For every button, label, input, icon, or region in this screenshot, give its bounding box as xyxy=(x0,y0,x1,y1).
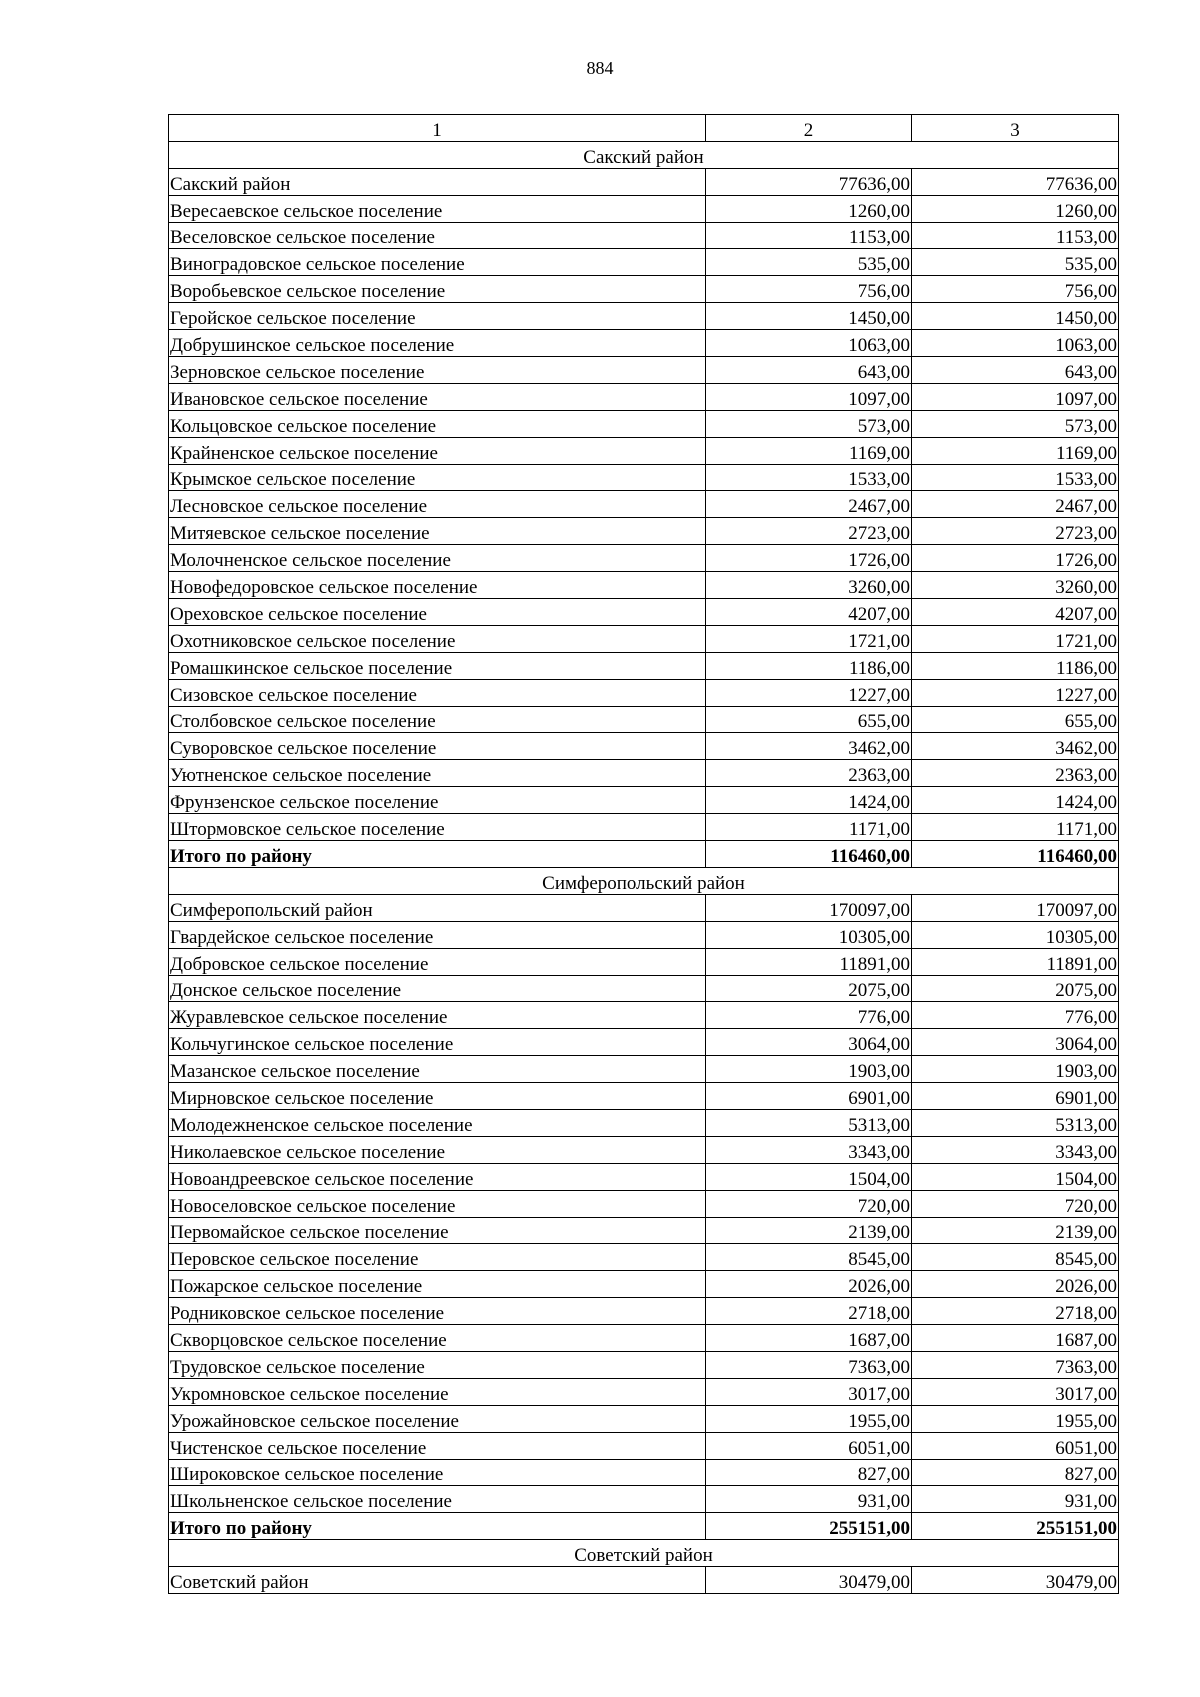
value-col3-cell: 6051,00 xyxy=(912,1432,1119,1459)
settlement-name-cell: Виноградовское сельское поселение xyxy=(169,249,706,276)
settlement-name-cell: Урожайновское сельское поселение xyxy=(169,1405,706,1432)
settlement-name-cell: Кольцовское сельское поселение xyxy=(169,410,706,437)
table-row xyxy=(169,1002,1119,1029)
settlement-name-cell: Молочненское сельское поселение xyxy=(169,545,706,572)
table-row xyxy=(169,383,1119,410)
table-row xyxy=(169,1486,1119,1513)
settlement-name-cell: Ромашкинское сельское поселение xyxy=(169,652,706,679)
settlement-name-cell: Добрушинское сельское поселение xyxy=(169,330,706,357)
value-col2-cell: 535,00 xyxy=(706,249,912,276)
value-col3-cell: 1955,00 xyxy=(912,1405,1119,1432)
table-row xyxy=(169,464,1119,491)
value-col2-cell: 1424,00 xyxy=(706,787,912,814)
table-row xyxy=(169,679,1119,706)
table-row xyxy=(169,1271,1119,1298)
table-row xyxy=(169,410,1119,437)
value-col2-cell: 3260,00 xyxy=(706,572,912,599)
page-number: 884 xyxy=(586,58,614,78)
value-col3-cell: 1533,00 xyxy=(912,464,1119,491)
settlement-name-cell: Укромновское сельское поселение xyxy=(169,1378,706,1405)
value-col3-cell: 1186,00 xyxy=(912,652,1119,679)
table-row xyxy=(169,760,1119,787)
value-col3-cell: 1903,00 xyxy=(912,1056,1119,1083)
total-value-cell: 255151,00 xyxy=(912,1513,1119,1540)
value-col3-cell: 2723,00 xyxy=(912,518,1119,545)
table-row xyxy=(169,948,1119,975)
settlement-name-cell: Первомайское сельское поселение xyxy=(169,1217,706,1244)
table-row xyxy=(169,437,1119,464)
settlement-name-cell: Мазанское сельское поселение xyxy=(169,1056,706,1083)
section-title: Советский район xyxy=(169,1540,1119,1567)
value-col3-cell: 2363,00 xyxy=(912,760,1119,787)
value-col2-cell: 1504,00 xyxy=(706,1163,912,1190)
settlement-name-cell: Ореховское сельское поселение xyxy=(169,599,706,626)
table-row xyxy=(169,787,1119,814)
table-row xyxy=(169,1244,1119,1271)
table-row xyxy=(169,652,1119,679)
value-col2-cell: 1097,00 xyxy=(706,383,912,410)
value-col2-cell: 573,00 xyxy=(706,410,912,437)
value-col2-cell: 2139,00 xyxy=(706,1217,912,1244)
settlement-name-cell: Трудовское сельское поселение xyxy=(169,1351,706,1378)
value-col2-cell: 2363,00 xyxy=(706,760,912,787)
settlement-name-cell: Новоандреевское сельское поселение xyxy=(169,1163,706,1190)
value-col2-cell: 4207,00 xyxy=(706,599,912,626)
table-row xyxy=(169,814,1119,841)
table-row xyxy=(169,921,1119,948)
settlement-name-cell: Суворовское сельское поселение xyxy=(169,733,706,760)
value-col3-cell: 1171,00 xyxy=(912,814,1119,841)
settlement-name-cell: Уютненское сельское поселение xyxy=(169,760,706,787)
value-col3-cell: 6901,00 xyxy=(912,1083,1119,1110)
settlement-name-cell: Николаевское сельское поселение xyxy=(169,1136,706,1163)
value-col3-cell: 77636,00 xyxy=(912,168,1119,195)
value-col2-cell: 1153,00 xyxy=(706,222,912,249)
table-row xyxy=(169,222,1119,249)
header-cell: 3 xyxy=(912,115,1119,142)
value-col2-cell: 655,00 xyxy=(706,706,912,733)
table-row xyxy=(169,491,1119,518)
value-col3-cell: 4207,00 xyxy=(912,599,1119,626)
value-col3-cell: 30479,00 xyxy=(912,1567,1119,1594)
table-row xyxy=(169,1325,1119,1352)
total-label-cell: Итого по району xyxy=(169,841,706,868)
table-row xyxy=(169,599,1119,626)
value-col2-cell: 1260,00 xyxy=(706,195,912,222)
value-col2-cell: 6051,00 xyxy=(706,1432,912,1459)
district-total-row xyxy=(169,1513,1119,1540)
value-col3-cell: 8545,00 xyxy=(912,1244,1119,1271)
value-col2-cell: 2026,00 xyxy=(706,1271,912,1298)
table-row xyxy=(169,330,1119,357)
settlement-name-cell: Журавлевское сельское поселение xyxy=(169,1002,706,1029)
value-col3-cell: 931,00 xyxy=(912,1486,1119,1513)
settlement-name-cell: Симферопольский район xyxy=(169,894,706,921)
allocation-table xyxy=(168,114,1119,1594)
table-row xyxy=(169,195,1119,222)
table-row xyxy=(169,1351,1119,1378)
value-col3-cell: 1153,00 xyxy=(912,222,1119,249)
table-row xyxy=(169,1298,1119,1325)
value-col2-cell: 827,00 xyxy=(706,1459,912,1486)
settlement-name-cell: Сизовское сельское поселение xyxy=(169,679,706,706)
value-col3-cell: 3064,00 xyxy=(912,1029,1119,1056)
value-col3-cell: 2467,00 xyxy=(912,491,1119,518)
settlement-name-cell: Мирновское сельское поселение xyxy=(169,1083,706,1110)
table-row xyxy=(169,1109,1119,1136)
settlement-name-cell: Охотниковское сельское поселение xyxy=(169,625,706,652)
value-col2-cell: 2075,00 xyxy=(706,975,912,1002)
value-col3-cell: 3343,00 xyxy=(912,1136,1119,1163)
value-col2-cell: 1171,00 xyxy=(706,814,912,841)
value-col2-cell: 5313,00 xyxy=(706,1109,912,1136)
value-col3-cell: 3462,00 xyxy=(912,733,1119,760)
value-col3-cell: 756,00 xyxy=(912,276,1119,303)
settlement-name-cell: Гвардейское сельское поселение xyxy=(169,921,706,948)
value-col3-cell: 655,00 xyxy=(912,706,1119,733)
value-col3-cell: 535,00 xyxy=(912,249,1119,276)
table-row xyxy=(169,1432,1119,1459)
settlement-name-cell: Зерновское сельское поселение xyxy=(169,357,706,384)
value-col2-cell: 1726,00 xyxy=(706,545,912,572)
value-col3-cell: 2075,00 xyxy=(912,975,1119,1002)
header-cell: 2 xyxy=(706,115,912,142)
table-row xyxy=(169,572,1119,599)
table-row xyxy=(169,1378,1119,1405)
section-header-row xyxy=(169,867,1119,894)
settlement-name-cell: Крымское сельское поселение xyxy=(169,464,706,491)
value-col3-cell: 1063,00 xyxy=(912,330,1119,357)
table-row xyxy=(169,1459,1119,1486)
value-col2-cell: 1227,00 xyxy=(706,679,912,706)
value-col2-cell: 7363,00 xyxy=(706,1351,912,1378)
value-col2-cell: 1169,00 xyxy=(706,437,912,464)
value-col3-cell: 7363,00 xyxy=(912,1351,1119,1378)
value-col3-cell: 1169,00 xyxy=(912,437,1119,464)
settlement-name-cell: Веселовское сельское поселение xyxy=(169,222,706,249)
value-col2-cell: 1063,00 xyxy=(706,330,912,357)
header-cell: 1 xyxy=(169,115,706,142)
table-row xyxy=(169,1405,1119,1432)
value-col3-cell: 1687,00 xyxy=(912,1325,1119,1352)
settlement-name-cell: Скворцовское сельское поселение xyxy=(169,1325,706,1352)
value-col3-cell: 573,00 xyxy=(912,410,1119,437)
value-col3-cell: 776,00 xyxy=(912,1002,1119,1029)
value-col2-cell: 1533,00 xyxy=(706,464,912,491)
value-col2-cell: 77636,00 xyxy=(706,168,912,195)
total-value-cell: 255151,00 xyxy=(706,1513,912,1540)
settlement-name-cell: Родниковское сельское поселение xyxy=(169,1298,706,1325)
section-header-row xyxy=(169,1540,1119,1567)
value-col2-cell: 1721,00 xyxy=(706,625,912,652)
value-col3-cell: 720,00 xyxy=(912,1190,1119,1217)
value-col2-cell: 3064,00 xyxy=(706,1029,912,1056)
settlement-name-cell: Крайненское сельское поселение xyxy=(169,437,706,464)
table-row xyxy=(169,249,1119,276)
value-col3-cell: 2139,00 xyxy=(912,1217,1119,1244)
value-col2-cell: 10305,00 xyxy=(706,921,912,948)
settlement-name-cell: Новоселовское сельское поселение xyxy=(169,1190,706,1217)
value-col3-cell: 1097,00 xyxy=(912,383,1119,410)
table-row xyxy=(169,303,1119,330)
settlement-name-cell: Новофедоровское сельское поселение xyxy=(169,572,706,599)
table-row xyxy=(169,894,1119,921)
value-col2-cell: 8545,00 xyxy=(706,1244,912,1271)
value-col3-cell: 3017,00 xyxy=(912,1378,1119,1405)
section-title: Симферопольский район xyxy=(169,867,1119,894)
district-total-row xyxy=(169,841,1119,868)
value-col2-cell: 2718,00 xyxy=(706,1298,912,1325)
value-col3-cell: 1726,00 xyxy=(912,545,1119,572)
value-col3-cell: 2026,00 xyxy=(912,1271,1119,1298)
settlement-name-cell: Молодежненское сельское поселение xyxy=(169,1109,706,1136)
value-col3-cell: 827,00 xyxy=(912,1459,1119,1486)
table-row xyxy=(169,1163,1119,1190)
table-row xyxy=(169,1083,1119,1110)
table-row xyxy=(169,518,1119,545)
value-col2-cell: 3462,00 xyxy=(706,733,912,760)
header-row xyxy=(169,115,1119,142)
value-col3-cell: 643,00 xyxy=(912,357,1119,384)
value-col2-cell: 931,00 xyxy=(706,1486,912,1513)
section-header-row xyxy=(169,141,1119,168)
table-row xyxy=(169,1217,1119,1244)
table-row xyxy=(169,625,1119,652)
table-row xyxy=(169,357,1119,384)
value-col2-cell: 1955,00 xyxy=(706,1405,912,1432)
settlement-name-cell: Митяевское сельское поселение xyxy=(169,518,706,545)
value-col3-cell: 1450,00 xyxy=(912,303,1119,330)
settlement-name-cell: Пожарское сельское поселение xyxy=(169,1271,706,1298)
table-row xyxy=(169,1029,1119,1056)
settlement-name-cell: Фрунзенское сельское поселение xyxy=(169,787,706,814)
settlement-name-cell: Воробьевское сельское поселение xyxy=(169,276,706,303)
table-row xyxy=(169,1190,1119,1217)
value-col2-cell: 11891,00 xyxy=(706,948,912,975)
table-row xyxy=(169,733,1119,760)
value-col3-cell: 1227,00 xyxy=(912,679,1119,706)
total-value-cell: 116460,00 xyxy=(706,841,912,868)
value-col2-cell: 720,00 xyxy=(706,1190,912,1217)
value-col2-cell: 643,00 xyxy=(706,357,912,384)
value-col2-cell: 1687,00 xyxy=(706,1325,912,1352)
settlement-name-cell: Советский район xyxy=(169,1567,706,1594)
value-col2-cell: 756,00 xyxy=(706,276,912,303)
total-label-cell: Итого по району xyxy=(169,1513,706,1540)
table-row xyxy=(169,706,1119,733)
section-title: Сакский район xyxy=(169,141,1119,168)
value-col3-cell: 11891,00 xyxy=(912,948,1119,975)
value-col2-cell: 1903,00 xyxy=(706,1056,912,1083)
table-row xyxy=(169,545,1119,572)
value-col3-cell: 1424,00 xyxy=(912,787,1119,814)
settlement-name-cell: Чистенское сельское поселение xyxy=(169,1432,706,1459)
settlement-name-cell: Широковское сельское поселение xyxy=(169,1459,706,1486)
value-col3-cell: 1260,00 xyxy=(912,195,1119,222)
table-row xyxy=(169,168,1119,195)
value-col2-cell: 2723,00 xyxy=(706,518,912,545)
settlement-name-cell: Геройское сельское поселение xyxy=(169,303,706,330)
value-col2-cell: 1186,00 xyxy=(706,652,912,679)
settlement-name-cell: Лесновское сельское поселение xyxy=(169,491,706,518)
value-col2-cell: 30479,00 xyxy=(706,1567,912,1594)
table-row xyxy=(169,1056,1119,1083)
value-col3-cell: 2718,00 xyxy=(912,1298,1119,1325)
table-row xyxy=(169,975,1119,1002)
table-row xyxy=(169,1136,1119,1163)
value-col2-cell: 3343,00 xyxy=(706,1136,912,1163)
settlement-name-cell: Школьненское сельское поселение xyxy=(169,1486,706,1513)
settlement-name-cell: Донское сельское поселение xyxy=(169,975,706,1002)
value-col3-cell: 1504,00 xyxy=(912,1163,1119,1190)
settlement-name-cell: Ивановское сельское поселение xyxy=(169,383,706,410)
value-col2-cell: 6901,00 xyxy=(706,1083,912,1110)
settlement-name-cell: Штормовское сельское поселение xyxy=(169,814,706,841)
value-col3-cell: 170097,00 xyxy=(912,894,1119,921)
value-col2-cell: 1450,00 xyxy=(706,303,912,330)
value-col3-cell: 10305,00 xyxy=(912,921,1119,948)
settlement-name-cell: Перовское сельское поселение xyxy=(169,1244,706,1271)
table-row xyxy=(169,1567,1119,1594)
value-col2-cell: 170097,00 xyxy=(706,894,912,921)
settlement-name-cell: Добровское сельское поселение xyxy=(169,948,706,975)
value-col3-cell: 5313,00 xyxy=(912,1109,1119,1136)
value-col2-cell: 3017,00 xyxy=(706,1378,912,1405)
total-value-cell: 116460,00 xyxy=(912,841,1119,868)
value-col2-cell: 776,00 xyxy=(706,1002,912,1029)
value-col2-cell: 2467,00 xyxy=(706,491,912,518)
settlement-name-cell: Кольчугинское сельское поселение xyxy=(169,1029,706,1056)
value-col3-cell: 1721,00 xyxy=(912,625,1119,652)
settlement-name-cell: Вересаевское сельское поселение xyxy=(169,195,706,222)
settlement-name-cell: Сакский район xyxy=(169,168,706,195)
value-col3-cell: 3260,00 xyxy=(912,572,1119,599)
table-row xyxy=(169,276,1119,303)
settlement-name-cell: Столбовское сельское поселение xyxy=(169,706,706,733)
